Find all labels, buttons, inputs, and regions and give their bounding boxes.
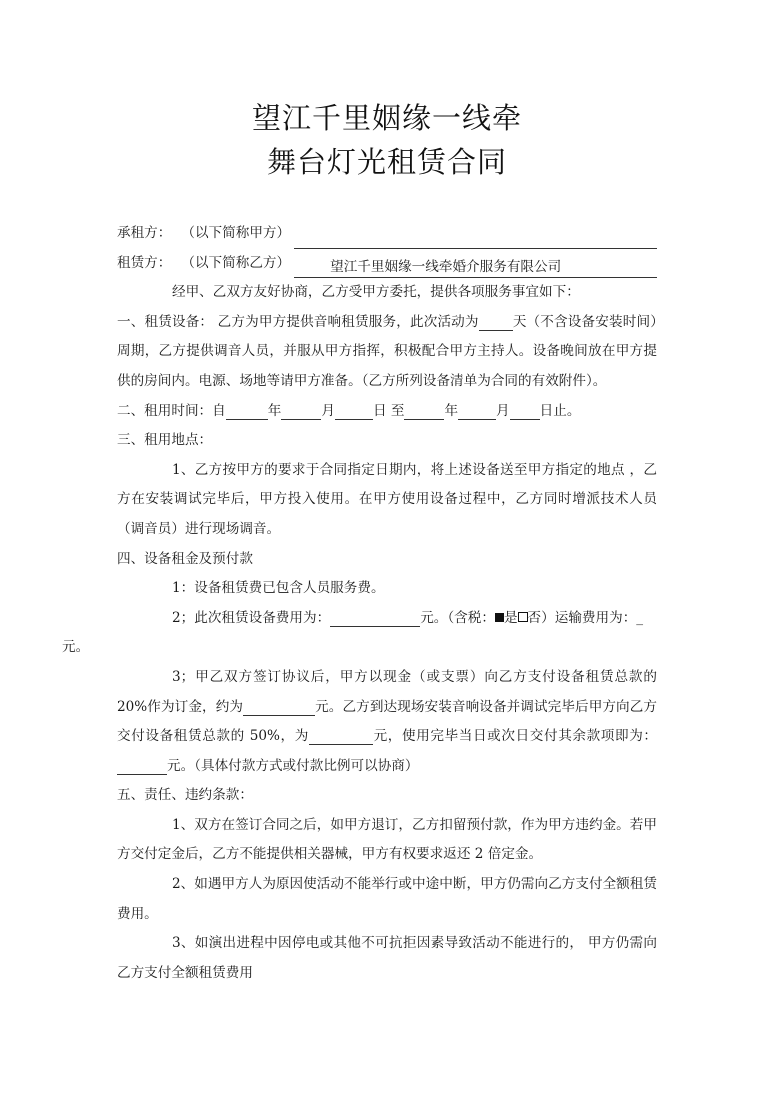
section-3-heading: 三、租用地点： (117, 432, 213, 449)
s4-p3-text-c: 元，使用完毕当日或次日交付其余款项即为： (372, 728, 657, 745)
s4-p2-text-e: 元。 (62, 639, 90, 656)
s2-end-year-label: 年 (444, 402, 459, 419)
lessor-label: 租赁方： (117, 254, 172, 271)
start-year-blank[interactable] (226, 401, 268, 420)
section-5-item-3: 3、如演出进程中因停电或其他不可抗拒因素导致活动不能进行的， 甲方仍需向乙方支付全额租赁费用 (117, 935, 657, 981)
section-4-item-2 (62, 604, 657, 663)
contract-body (62, 219, 657, 988)
s4-p3-text-d: 元。（具体付款方式或付款比例可以协商） (167, 757, 419, 774)
days-blank[interactable] (479, 312, 513, 331)
title-line-2: 舞台灯光租赁合同 (266, 145, 507, 179)
tax-excluded-checkbox-icon[interactable] (518, 612, 528, 622)
section-4-item-1: 1：设备租赁费已包含人员服务费。 (172, 580, 385, 597)
rental-fee-blank[interactable] (330, 608, 420, 627)
s2-end-label: 日止。 (539, 402, 581, 419)
balance-amount-blank[interactable] (117, 756, 167, 775)
start-day-blank[interactable] (335, 401, 373, 420)
s4-p2-text-a: 2；此次租赁设备费用为： (172, 609, 331, 626)
lessee-field[interactable] (294, 227, 657, 249)
s2-year-label: 年 (267, 402, 282, 419)
s2-to-label: 日 至 (372, 402, 405, 419)
deposit-amount-blank[interactable] (243, 697, 315, 716)
lessee-row (117, 219, 657, 249)
intro-paragraph: 经甲、乙双方友好协商，乙方受甲方委托，提供各项服务事宜如下： (172, 284, 580, 301)
lessor-note: （以下简称乙方） (181, 254, 291, 271)
s4-p3-text-a: 3；甲乙双方签订协议后，甲方以现金（或支票）向乙方支付设备租赁总款的 20%作为订金，约为 (117, 668, 657, 715)
section-4-item-3 (117, 663, 657, 781)
lessor-field[interactable]: 望江千里姻缘一线牵婚介服务有限公司 (294, 256, 657, 278)
tax-included-checkbox-icon[interactable] (495, 613, 504, 622)
section-4-heading: 四、设备租金及预付款 (117, 550, 253, 567)
section-1 (117, 308, 657, 397)
second-payment-blank[interactable] (309, 726, 373, 745)
s1-text-a: 一、租赁设备： 乙方为甲方提供音响租赁服务，此次活动为 (117, 313, 479, 330)
lessee-note: （以下简称甲方） (181, 225, 291, 241)
lessor-row (117, 249, 657, 279)
end-month-blank[interactable] (458, 401, 496, 420)
end-day-blank[interactable] (510, 401, 540, 420)
s4-p3-text-b: 元。乙方到达现场安装音响设备并调试完毕后甲方向乙方交付设备租赁总款的 50%，为 (117, 698, 657, 745)
s4-p2-text-b: 元。（含税： (420, 609, 495, 626)
section-5-heading: 五、责任、违约条款： (117, 787, 253, 804)
s2-end-month-label: 月 (496, 402, 510, 419)
section-5-item-2: 2、如遇甲方人为原因使活动不能举行或中途中断，甲方仍需向乙方支付全额租赁费用。 (117, 876, 657, 922)
end-year-blank[interactable] (404, 401, 444, 420)
s4-p2-text-d: 否）运输费用为：_ (527, 609, 644, 626)
title-line-1: 望江千里姻缘一线牵 (251, 101, 522, 135)
section-3-paragraph: 1、乙方按甲方的要求于合同指定日期内，将上述设备送至甲方指定的地点 ，乙方在安装调试完毕后，甲方投入使用。在甲方使用设备过程中，乙方同时增派技术人员（调音员）进行现场调音。 (117, 461, 657, 537)
s1-text-b: 天（不含设备安装时间）周期，乙方提供调音人员，并服从甲方指挥，积极配合甲方主持人。设备晚间放在甲方提供的房间内。电源、场地等请甲方准备。（乙方所列设备清单为合同的有效附件）。 (117, 313, 657, 389)
s2-month-label: 月 (321, 402, 335, 419)
tax-included-label: 是 (503, 609, 518, 626)
section-5-item-1: 1、双方在签订合同之后，如甲方退订，乙方扣留预付款，作为甲方违约金。若甲方交付定金后，乙方不能提供相关器械，甲方有权要求返还 2 倍定金。 (117, 816, 657, 863)
lessee-label: 承租方： (117, 225, 172, 241)
s2-text-a: 二、租用时间：自 (117, 402, 226, 419)
section-2 (117, 397, 657, 427)
start-month-blank[interactable] (281, 401, 321, 420)
